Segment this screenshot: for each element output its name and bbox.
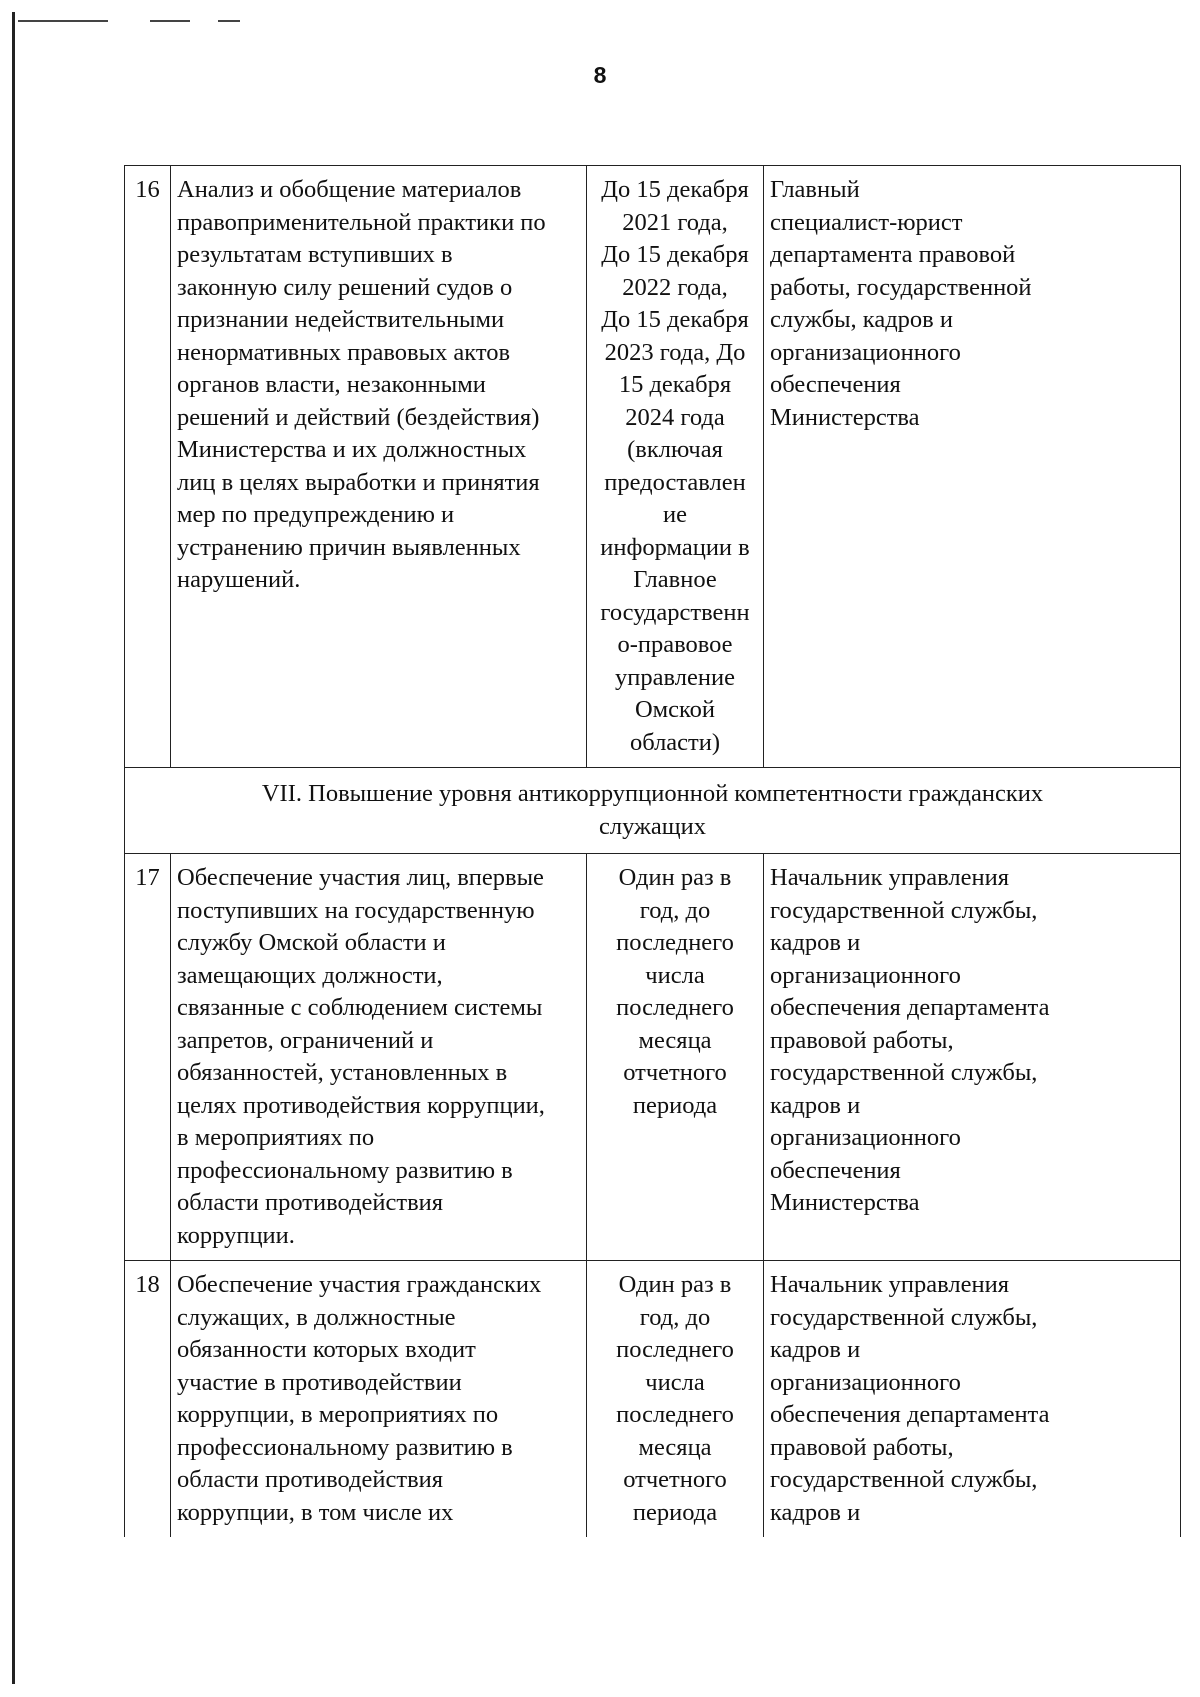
measure-text: Обеспечение участия лиц, впервые поступивших на государственную службу Омской области и замещающих должности, связанные с соблюдением системы запретов, ограничений и обязанностей, установленных в целях противодействия коррупции, в мероприятиях по профессиональному развитию в области противодействия коррупции. [171, 854, 587, 1261]
row-number: 18 [125, 1261, 171, 1538]
deadline: Один раз в год, до последнего числа последнего месяца отчетного периода [587, 854, 764, 1261]
measure-text: Обеспечение участия гражданских служащих, в должностные обязанности которых входит участие в противодействии коррупции, в мероприятиях по профессиональному развитию в области противодействия коррупции, в том числе их [171, 1261, 587, 1538]
responsible: Начальник управления государственной службы, кадров и организационного обеспечения департамента правовой работы, государственной службы, кадров и [764, 1261, 1181, 1538]
measure-text: Анализ и обобщение материалов правоприменительной практики по результатам вступивших в законную силу решений судов о признании недействительными ненормативных правовых актов органов власти, незаконными решений и действий (бездействия) Министерства и их должностных лиц в целях выработки и принятия мер по предупреждению и устранению причин выявленных нарушений. [171, 166, 587, 768]
section-heading-row [125, 768, 1181, 854]
scan-top-mark [218, 20, 240, 22]
scan-top-mark [150, 20, 190, 22]
deadline: До 15 декабря 2021 года, До 15 декабря 2022 года, До 15 декабря 2023 года, До 15 декабря 2024 года (включая предоставлен ие информации в Главное государственн о-правовое управление Омской области) [587, 166, 764, 768]
action-plan-table [124, 165, 1181, 1537]
row-number: 17 [125, 854, 171, 1261]
table-row [125, 854, 1181, 1261]
page-number: 8 [593, 62, 607, 88]
deadline: Один раз в год, до последнего числа последнего месяца отчетного периода [587, 1261, 764, 1538]
row-number: 16 [125, 166, 171, 768]
table-row [125, 166, 1181, 768]
scan-left-edge [12, 12, 15, 1684]
responsible: Начальник управления государственной службы, кадров и организационного обеспечения департамента правовой работы, государственной службы, кадров и организационного обеспечения Министерства [764, 854, 1181, 1261]
section-heading: VII. Повышение уровня антикоррупционной компетентности гражданских служащих [125, 768, 1181, 854]
table-row [125, 1261, 1181, 1538]
responsible: Главный специалист-юрист департамента правовой работы, государственной службы, кадров и организационного обеспечения Министерства [764, 166, 1181, 768]
scan-top-mark [18, 20, 108, 22]
